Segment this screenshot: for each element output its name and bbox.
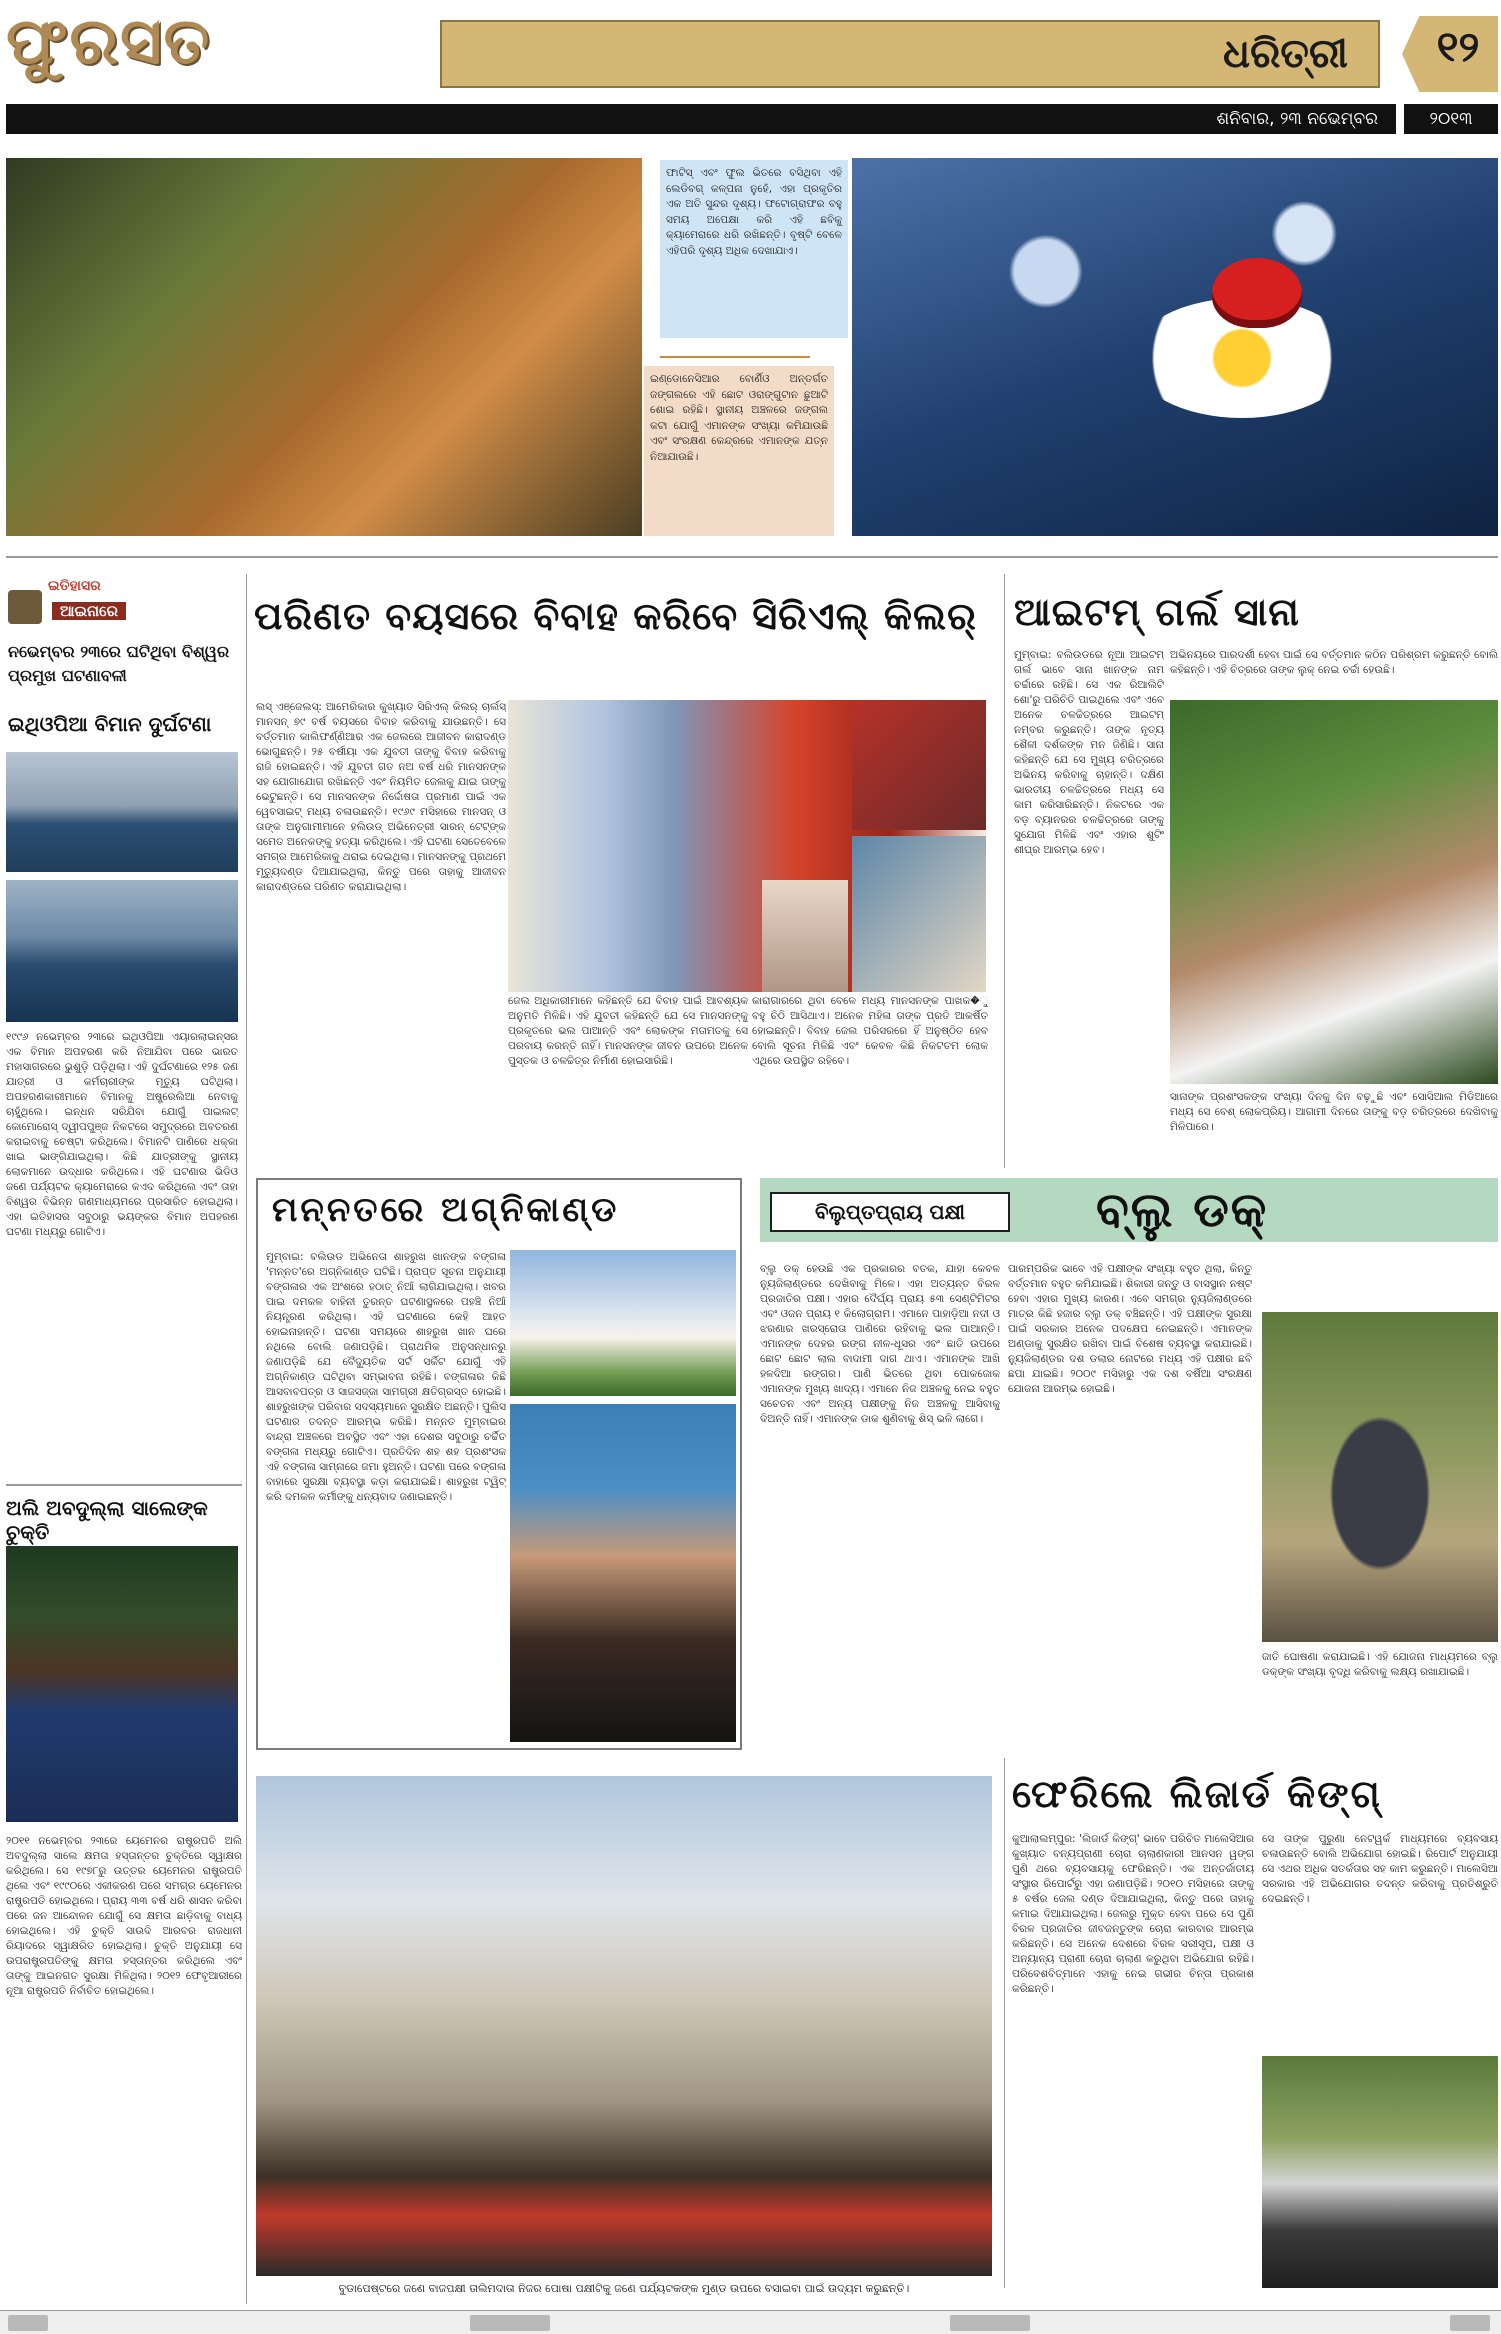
mannat-body: ମୁମ୍ବାଇ: ବଲିଉଡ ଅଭିନେତା ଶାହରୁଖ ଖାନଙ୍କ ବଙ୍ଗଳା 'ମନ୍ନତ'ରେ ଅଗ୍ନିକାଣ୍ଡ ଘଟିଛି। ପ୍ରାପ୍ତ ସୂଚନା ଅନୁଯାୟୀ ବଙ୍ଗଳାର ଏକ ଅଂଶରେ ହଠାତ୍ ନିଆଁ ଲାଗିଯାଇଥିଲା। ଖବର ପାଇ ଦମକଳ ବାହିନୀ ତୁରନ୍ତ ଘଟଣାସ୍ଥଳରେ ପହଞ୍ଚି ନିଆଁ ନିୟନ୍ତ୍ରଣ କରିଥିଲା। ଏହି ଘଟଣାରେ କେହି ଆହତ ହୋଇନାହାନ୍ତି। ଘଟଣା ସମୟରେ ଶାହରୁଖ ଖାନ ଘରେ ନଥିଲେ ବୋଲି ଜଣାପଡ଼ିଛି। ପ୍ରାଥମିକ ଅନୁସନ୍ଧାନରୁ ଜଣାପଡ଼ିଛି ଯେ ବୈଦ୍ୟୁତିକ ସର୍ଟ ସର୍କିଟ ଯୋଗୁଁ ଏହି ଅଗ୍ନିକାଣ୍ଡ ଘଟିଥିବା ସମ୍ଭାବନା ରହିଛି। ବଙ୍ଗଳାର କିଛି ଆସବାବପତ୍ର ଓ ସାଜସଜ୍ଜା ସାମଗ୍ରୀ କ୍ଷତିଗ୍ରସ୍ତ ହୋଇଛି। ଶାହରୁଖଙ୍କ ପରିବାର ସଦସ୍ୟମାନେ ସୁରକ୍ଷିତ ଅଛନ୍ତି। ପୁଲିସ ଘଟଣାର ତଦନ୍ତ ଆରମ୍ଭ କରିଛି। ମନ୍ନତ ମୁମ୍ବାଇର ବାନ୍ଦ୍ରା ଅଞ୍ଚଳରେ ଅବସ୍ଥିତ ଏବଂ ଏହା ଦେଶର ସବୁଠାରୁ ଚର୍ଚ୍ଚିତ ବଙ୍ଗଳା ମଧ୍ୟରୁ ଗୋଟିଏ। ପ୍ରତିଦିନ ଶହ ଶହ ପ୍ରଶଂସକ ଏହି ବଙ୍ଗଳା ସାମ୍ନାରେ ଜମା ହୁଅନ୍ତି। ଘଟଣା ପରେ ବଙ୍ଗଳା ବାହାରେ ସୁରକ୍ଷା ବ୍ୟବସ୍ଥା କଡ଼ା କରାଯାଇଛି। ଶାହରୁଖ ଟ୍ୱିଟ୍ କରି ଦମକଳ କର୍ମୀଙ୍କୁ ଧନ୍ୟବାଦ ଜଣାଇଛନ୍ତି। (266, 1251, 506, 1503)
issue-date: ଶନିବାର, ୨୩ ନଭେମ୍ବର (1216, 109, 1378, 129)
blue-duck-photo (1262, 1312, 1498, 1642)
center-right-rule (1004, 574, 1005, 1168)
history-logo (8, 578, 228, 630)
masthead-title: ଫୁରସତ (6, 4, 212, 79)
bottom-scrollbar[interactable] (0, 2310, 1501, 2334)
plane-photo-1 (6, 752, 238, 872)
ladybug-photo (852, 158, 1498, 536)
typewriter-icon (8, 590, 42, 624)
saleh-headline: ଅଲି ଅବଦୁଲ୍ଲା ସାଲେଙ୍କ ଚୁକ୍ତି (6, 1496, 208, 1544)
scroll-tab-left[interactable] (8, 2315, 48, 2331)
lizard-rule (1004, 1758, 1005, 2288)
history-title: ନଭେମ୍ବର ୨୩ରେ ଘଟିଥିବା ବିଶ୍ୱର ପ୍ରମୁଖ ଘଟଣାବଳୀ (8, 642, 230, 685)
history-logo-bottom: ଆଇନାରେ (52, 602, 126, 620)
main-story-col2: ଜେଲ ଅଧିକାରୀମାନେ କହିଛନ୍ତି ଯେ ବିବାହ ପାଇଁ ଆବଶ୍ୟକ ଅନୁମତି ମିଳିଛି। ଏହି ଯୁବତୀ କହିଛନ୍ତି ଯେ ସେ ମାନସନଙ୍କୁ ପ୍ରକୃତରେ ଭଲ ପାଆନ୍ତି ଏବଂ ଲୋକଙ୍କ ମତାମତକୁ ସେ ପରବାୟ କରନ୍ତି ନାହିଁ। ମାନସନଙ୍କ ଜୀବନ ଉପରେ ଅନେକ ପୁସ୍ତକ ଓ ଚଳଚ୍ଚିତ୍ର ନିର୍ମାଣ ହୋଇସାରିଛି। (508, 995, 748, 1067)
ladybug-caption: ଫାଟିସ୍ ଏବଂ ଫୁଲ ଭିତରେ ବସିଥିବା ଏହି ଲେଡିବଗ୍ କଳ୍ପନା ନୁହେଁ, ଏହା ପ୍ରକୃତିର ଏକ ଅତି ସୁନ୍ଦର ଦୃଶ୍ୟ। ଫଟୋଗ୍ରାଫର ବହୁ ସମୟ ଅପେକ୍ଷା କରି ଏହି ଛବିକୁ କ୍ୟାମେରାରେ ଧରି ରଖିଛନ୍ତି। ବୃଷ୍ଟି ବେଳେ ଏହିପରି ଦୃଶ୍ୟ ଅଧିକ ଦେଖାଯାଏ। (660, 160, 848, 338)
shahrukh-photo (510, 1404, 736, 1742)
sana-photo (1170, 700, 1498, 1084)
manson-photo-small-3 (762, 880, 848, 992)
scroll-tab-right[interactable] (1450, 2315, 1490, 2331)
lizard-story-col2: ସେ ତାଙ୍କ ପୁରୁଣା ନେଟୱର୍କ ମାଧ୍ୟମରେ ବ୍ୟବସାୟ ଚଳାଉଛନ୍ତି ବୋଲି ଅଭିଯୋଗ ହୋଇଛି। ରିପୋର୍ଟ ଅନୁଯାୟୀ ସେ ଏଥର ଅଧିକ ସତର୍କତାର ସହ କାମ କରୁଛନ୍ତି। ମାଲେସିଆ ସରକାର ଏହି ଅଭିଯୋଗର ତଦନ୍ତ କରିବାକୁ ପ୍ରତିଶ୍ରୁତି ଦେଇଛନ୍ତି। (1262, 1833, 1498, 1905)
manson-photo-small-2 (852, 836, 986, 992)
duck-story-col3: ଜାତି ଘୋଷଣା କରାଯାଇଛି। ଏହି ଯୋଜନା ମାଧ୍ୟମରେ ବ୍ଲୁ ଡକ୍‌ଙ୍କ ସଂଖ୍ୟା ବୃଦ୍ଧି କରିବାକୁ ଲକ୍ଷ୍ୟ ରଖାଯାଇଛି। (1262, 1651, 1498, 1678)
mannat-headline: ମନ୍ନତରେ ଅଗ୍ନିକାଣ୍ଡ (272, 1190, 620, 1230)
main-story-col3: କାରାଗାରରେ ଥିବା ବେଳେ ମଧ୍ୟ ମାନସନଙ୍କ ପାଖକ�ୁ ବହୁ ଚିଠି ଆସିଥାଏ। ଅନେକ ମହିଳା ତାଙ୍କ ପ୍ରତି ଆକର୍ଷିତ ହୋଇଛନ୍ତି। ବିବାହ ଜେଲ ପରିସରରେ ହିଁ ଅନୁଷ୍ଠିତ ହେବ ବୋଲି ସୂଚନା ମିଳିଛି ଏବଂ କେବଳ କିଛି ନିକଟତମ ଲୋକ ଏଥିରେ ଉପସ୍ଥିତ ରହିବେ। (752, 995, 988, 1067)
manson-photo-small-1 (852, 700, 986, 830)
item-girl-headline: ଆଇଟମ୍ ଗର୍ଲ ସାନା (1014, 590, 1300, 634)
lizard-story-col1: କୁଆଲାଲମ୍ପୁର: 'ଲିଜାର୍ଡ କିଙ୍ଗ୍' ଭାବେ ପରିଚିତ ମାଲେସିଆର କୁଖ୍ୟାତ ବନ୍ୟପ୍ରାଣୀ ଚୋରା ଚାଲାଣକାରୀ ଆନସନ ୱଙ୍ଗ ପୁଣି ଥରେ ବ୍ୟବସାୟକୁ ଫେରିଛନ୍ତି। ଏକ ଅନ୍ତର୍ଜାତୀୟ ସଂସ୍ଥାର ରିପୋର୍ଟରୁ ଏହା ଜଣାପଡ଼ିଛି। ୨୦୧୦ ମସିହାରେ ତାଙ୍କୁ ୫ ବର୍ଷର ଜେଲ ଦଣ୍ଡ ଦିଆଯାଇଥିଲା, କିନ୍ତୁ ପରେ ତାହାକୁ କମାଇ ଦିଆଯାଇଥିଲା। ଜେଲରୁ ମୁକ୍ତ ହେବା ପରେ ସେ ପୁଣି ବିରଳ ପ୍ରଜାତିର ଜୀବଜନ୍ତୁଙ୍କ ଚୋରା କାରବାର ଆରମ୍ଭ କରିଛନ୍ତି। ସେ ଅନେକ ଦେଶରେ ବିରଳ ସରୀସୃପ, ପକ୍ଷୀ ଓ ଅନ୍ୟାନ୍ୟ ପ୍ରାଣୀ ଚୋରା ଚାଲାଣ କରୁଥିବା ଅଭିଯୋଗ ରହିଛି। ପରିବେଶବିତ୍‌ମାନେ ଏହାକୁ ନେଇ ଗଭୀର ଚିନ୍ତା ପ୍ରକାଶ କରିଛନ୍ତି। (1012, 1833, 1254, 1995)
section-band (440, 20, 1380, 88)
ladybug-shape (1212, 258, 1302, 328)
scroll-tab-center-right[interactable] (950, 2315, 1030, 2331)
ethiopia-headline: ଇଥିଓପିଆ ବିମାନ ଦୁର୍ଘଟଣା (8, 712, 212, 736)
blue-duck-headline: ବ୍ଲୁ ଡକ୍ (1096, 1182, 1269, 1238)
lizard-king-headline: ଫେରିଲେ ଲିଜାର୍ଡ କିଙ୍ଗ୍ (1012, 1772, 1382, 1816)
section-divider (6, 556, 1498, 558)
duck-story-col2: ପାରମ୍ପରିକ ଭାବେ ଏହି ପକ୍ଷୀଙ୍କ ସଂଖ୍ୟା ବହୁତ ଥିଲା, କିନ୍ତୁ ବର୍ତ୍ତମାନ ବହୁତ କମିଯାଇଛି। ଶିକାରୀ ଜନ୍ତୁ ଓ ବାସସ୍ଥାନ ନଷ୍ଟ ହେବା ଏହାର ମୁଖ୍ୟ କାରଣ। ଏବେ ସମଗ୍ର ନ୍ୟୁଜିଲାଣ୍ଡରେ ମାତ୍ର କିଛି ହଜାର ବ୍ଲୁ ଡକ୍ ବଞ୍ଚିଛନ୍ତି। ଏହି ପକ୍ଷୀଙ୍କ ସୁରକ୍ଷା ପାଇଁ ସରକାର ଅନେକ ପଦକ୍ଷେପ ନେଇଛନ୍ତି। ଏମାନଙ୍କ ଅଣ୍ଡାକୁ ସୁରକ୍ଷିତ ରଖିବା ପାଇଁ ବିଶେଷ ବ୍ୟବସ୍ଥା କରାଯାଇଛି। ନ୍ୟୁଜିଲାଣ୍ଡର ଦଶ ଡଲାର ନୋଟରେ ମଧ୍ୟ ଏହି ପକ୍ଷୀର ଛବି ଛପା ଯାଇଛି। ୨୦୦୯ ମସିହାରୁ ଏକ ଦଶ ବର୍ଷିଆ ସଂରକ୍ଷଣ ଯୋଜନା ଆରମ୍ଭ ହୋଇଛି। (1008, 1263, 1252, 1395)
duck-story-col1: ବ୍ଲୁ ଡକ୍ ହେଉଛି ଏକ ପ୍ରକାରର ବତକ, ଯାହା କେବଳ ନ୍ୟୁଜିଲାଣ୍ଡରେ ଦେଖିବାକୁ ମିଳେ। ଏହା ଅତ୍ୟନ୍ତ ବିରଳ ପ୍ରଜାତିର ପକ୍ଷୀ। ଏହାର ଦୈର୍ଘ୍ୟ ପ୍ରାୟ ୫୩ ସେଣ୍ଟିମିଟର ଏବଂ ଓଜନ ପ୍ରାୟ ୧ କିଲୋଗ୍ରାମ। ଏମାନେ ପାହାଡ଼ିଆ ନଦୀ ଓ ଝରଣାର ଖରସ୍ରୋତା ପାଣିରେ ରହିବାକୁ ଭଲ ପାଆନ୍ତି। ଏମାନଙ୍କ ଦେହର ରଙ୍ଗ ନୀଳ-ଧୂସର ଏବଂ ଛାତି ଉପରେ ଛୋଟ ଛୋଟ ଲାଲ ବାଦାମୀ ଦାଗ ଥାଏ। ଏମାନଙ୍କ ଆଖି ହଳଦିଆ ରଙ୍ଗର। ପାଣି ଭିତରେ ଥିବା ପୋକଜୋକ ଏମାନଙ୍କ ମୁଖ୍ୟ ଖାଦ୍ୟ। ଏମାନେ ନିଜ ଅଞ୍ଚଳକୁ ନେଇ ବହୁତ ସଚେତନ ଏବଂ ଅନ୍ୟ ପକ୍ଷୀଙ୍କୁ ନିଜ ଅଞ୍ଚଳକୁ ଆସିବାକୁ ଦିଅନ୍ତି ନାହିଁ। ଏମାନଙ୍କ ଡାକ ଶୁଣିବାକୁ ଶିସ୍ ଭଳି ଲାଗେ। (760, 1263, 1000, 1425)
scroll-tab-center-left[interactable] (470, 2315, 550, 2331)
issue-year: ୨୦୧୩ (1404, 104, 1498, 134)
endangered-bird-label: ବିଲୁପ୍ତପ୍ରାୟ ପକ୍ଷୀ (770, 1192, 1010, 1232)
section-name: ଧରିତ୍ରୀ (1223, 30, 1348, 77)
plane-photo-2 (6, 880, 238, 1022)
eagle-photo (256, 1776, 992, 2276)
left-column-rule (246, 574, 247, 2304)
saleh-photo (6, 1546, 238, 1822)
main-headline: ପରିଣତ ବୟସରେ ବିବାହ କରିବେ ସିରିଏଲ୍ କିଲର୍ (254, 594, 977, 638)
saleh-body: ୨୦୧୧ ନଭେମ୍ବର ୨୩ରେ ୟେମେନର ରାଷ୍ଟ୍ରପତି ଅଲି ଅବଦୁଲ୍ଲା ସାଲେ କ୍ଷମତା ହସ୍ତାନ୍ତର ଚୁକ୍ତିରେ ସ୍ୱାକ୍ଷର କରିଥିଲେ। ସେ ୧୯୭୮ରୁ ଉତ୍ତର ୟେମେନର ରାଷ୍ଟ୍ରପତି ଥିଲେ ଏବଂ ୧୯୯୦ରେ ଏକୀକରଣ ପରେ ସମଗ୍ର ୟେମେନର ରାଷ୍ଟ୍ରପତି ହୋଇଥିଲେ। ପ୍ରାୟ ୩୩ ବର୍ଷ ଧରି ଶାସନ କରିବା ପରେ ଜନ ଆନ୍ଦୋଳନ ଯୋଗୁଁ ସେ କ୍ଷମତା ଛାଡ଼ିବାକୁ ବାଧ୍ୟ ହୋଇଥିଲେ। ଏହି ଚୁକ୍ତି ସାଉଦି ଆରବର ରାଜଧାନୀ ରିୟାଦରେ ସ୍ୱାକ୍ଷରିତ ହୋଇଥିଲା। ଚୁକ୍ତି ଅନୁଯାୟୀ ସେ ଉପରାଷ୍ଟ୍ରପତିଙ୍କୁ କ୍ଷମତା ହସ୍ତାନ୍ତର କରିଥିଲେ ଏବଂ ତାଙ୍କୁ ଆଇନଗତ ସୁରକ୍ଷା ମିଳିଥିଲା। ୨୦୧୨ ଫେବୃଆରୀରେ ନୂଆ ରାଷ୍ଟ୍ରପତି ନିର୍ବାଚିତ ହୋଇଥିଲେ। (6, 1835, 242, 1997)
orangutan-photo (6, 158, 642, 536)
page-number: ୧୨ (1436, 22, 1480, 71)
main-story-col1: ଲସ୍ ଏଞ୍ଜେଲସ୍: ଆମେରିକାର କୁଖ୍ୟାତ ସିରିଏଲ୍ କିଲର୍ ଚାର୍ଲସ୍ ମାନସନ୍ ୭୯ ବର୍ଷ ବୟସରେ ବିବାହ କରିବାକୁ ଯାଉଛନ୍ତି। ସେ ବର୍ତ୍ତମାନ କାଲିଫର୍ଣ୍ଣିଆର ଏକ ଜେଲରେ ଆଜୀବନ କାରାଦଣ୍ଡ ଭୋଗୁଛନ୍ତି। ୨୫ ବର୍ଷୀୟା ଏକ ଯୁବତୀ ତାଙ୍କୁ ବିବାହ କରିବାକୁ ରାଜି ହୋଇଛନ୍ତି। ଏହି ଯୁବତୀ ଗତ ନଅ ବର୍ଷ ଧରି ମାନସନଙ୍କ ସହ ଯୋଗାଯୋଗ ରଖିଛନ୍ତି ଏବଂ ନିୟମିତ ଜେଲକୁ ଯାଇ ତାଙ୍କୁ ଭେଟୁଛନ୍ତି। ସେ ମାନସନଙ୍କ ନିର୍ଦ୍ଦୋଷତା ପ୍ରମାଣ ପାଇଁ ଏକ ୱେବସାଇଟ୍ ମଧ୍ୟ ଚଳାଉଛନ୍ତି। ୧୯୬୯ ମସିହାରେ ମାନସନ୍ ଓ ତାଙ୍କ ଅନୁଗାମୀମାନେ ହଲିଉଡ୍ ଅଭିନେତ୍ରୀ ସାରନ୍ ଟେଟ୍‌ଙ୍କ ସମେତ ଅନେକଙ୍କୁ ହତ୍ୟା କରିଥିଲେ। ଏହି ଘଟଣା ସେତେବେଳେ ସମଗ୍ର ଆମେରିକାକୁ ଥରାଇ ଦେଇଥିଲା। ମାନସନଙ୍କୁ ପ୍ରଥମେ ମୃତ୍ୟୁଦଣ୍ଡ ଦିଆଯାଇଥିଲା, କିନ୍ତୁ ପରେ ତାହାକୁ ଆଜୀବନ କାରାଦଣ୍ଡରେ ପରିଣତ କରାଯାଇଥିଲା। (256, 701, 506, 893)
item-story-col2-top: ଅଭିନୟରେ ପାରଦର୍ଶୀ ହେବା ପାଇଁ ସେ ବର୍ତ୍ତମାନ କଠିନ ପରିଶ୍ରମ କରୁଛନ୍ତି ବୋଲି କହିଛନ୍ତି। ଏହି ଚିତ୍ରରେ ତାଙ୍କ ଲୁକ୍ ନେଇ ଚର୍ଚ୍ଚା ହେଉଛି। (1170, 649, 1498, 676)
orangutan-caption: ଇଣ୍ଡୋନେସିଆର ବୋର୍ଣିଓ ଅନ୍ତର୍ଗତ ଜଙ୍ଗଲରେ ଏହି ଛୋଟ ଓରାଙ୍ଗୁଟାନ ଛୁଆଟି ଶୋଇ ରହିଛି। ସ୍ଥାନୀୟ ଅଞ୍ଚଳରେ ଜଙ୍ଗଲ କଟା ଯୋଗୁଁ ଏମାନଙ୍କ ସଂଖ୍ୟା କମିଯାଉଛି ଏବଂ ସଂରକ୍ଷଣ କେନ୍ଦ୍ରରେ ଏମାନଙ୍କ ଯତ୍ନ ନିଆଯାଉଛି। (644, 366, 834, 536)
ethiopia-body: ୧୯୯୬ ନଭେମ୍ବର ୨୩ରେ ଇଥିଓପିଆ ଏୟାରଲାଇନ୍ସର ଏକ ବିମାନ ଅପହରଣ କରି ନିଆଯିବା ପରେ ଭାରତ ମହାସାଗରରେ ଭୁଶୁଡ଼ି ପଡ଼ିଥିଲା। ଏହି ଦୁର୍ଘଟଣାରେ ୧୨୫ ଜଣ ଯାତ୍ରୀ ଓ କର୍ମଚାରୀଙ୍କ ମୃତ୍ୟୁ ଘଟିଥିଲା। ଅପହରଣକାରୀମାନେ ବିମାନକୁ ଅଷ୍ଟ୍ରେଲିଆ ନେବାକୁ ଚାହୁଁଥିଲେ। ଇନ୍ଧନ ସରିଯିବା ଯୋଗୁଁ ପାଇଲଟ୍ କୋମୋରୋସ୍ ଦ୍ୱୀପପୁଞ୍ଜ ନିକଟରେ ସମୁଦ୍ରରେ ଅବତରଣ କରାଇବାକୁ ଚେଷ୍ଟା କରିଥିଲେ। ବିମାନଟି ପାଣିରେ ଧକ୍କା ଖାଇ ଭାଙ୍ଗିଯାଇଥିଲା। କିଛି ଯାତ୍ରୀଙ୍କୁ ସ୍ଥାନୀୟ ଲୋକମାନେ ଉଦ୍ଧାର କରିଥିଲେ। ଏହି ଘଟଣାର ଭିଡିଓ ଜଣେ ପର୍ଯ୍ୟଟକ କ୍ୟାମେରାରେ କଏଦ କରିଥିଲେ ଏବଂ ତାହା ବିଶ୍ୱର ବିଭିନ୍ନ ଗଣମାଧ୍ୟମରେ ପ୍ରସାରିତ ହୋଇଥିଲା। ଏହା ଇତିହାସର ସବୁଠାରୁ ଭୟଙ୍କର ବିମାନ ଅପହରଣ ଘଟଣା ମଧ୍ୟରୁ ଗୋଟିଏ। (6, 1031, 238, 1238)
mannat-house-photo (510, 1250, 736, 1396)
history-logo-top: ଇତିହାସର (48, 578, 101, 594)
eagle-caption: ବୁଡାପେଷ୍ଟରେ ଜଣେ ବାଜପକ୍ଷୀ ତାଲିମଦାତା ନିଜର ପୋଷା ପକ୍ଷୀଟିକୁ ଜଣେ ପର୍ଯ୍ୟଟକଙ୍କ ମୁଣ୍ଡ ଉପରେ ବସାଇବା ପାଇଁ ଉଦ୍ୟମ କରୁଛନ୍ତି। (338, 2282, 910, 2295)
left-divider (6, 1484, 242, 1486)
caption-divider (660, 356, 810, 358)
item-story-col2-bottom: ସାନାଙ୍କ ପ୍ରଶଂସକଙ୍କ ସଂଖ୍ୟା ଦିନକୁ ଦିନ ବଢ଼ୁଛି ଏବଂ ସୋସିଆଲ ମିଡିଆରେ ମଧ୍ୟ ସେ ବେଶ୍ ଲୋକପ୍ରିୟ। ଆଗାମୀ ଦିନରେ ତାଙ୍କୁ ବଡ଼ ଚରିତ୍ରରେ ଦେଖିବାକୁ ମିଳିପାରେ। (1170, 1091, 1498, 1133)
item-story-col1: ମୁମ୍ବାଇ: ବଲିଉଡରେ ନୂଆ ଆଇଟମ୍ ଗର୍ଲ ଭାବେ ସାନା ଖାନଙ୍କ ନାମ ଚର୍ଚ୍ଚାରେ ରହିଛି। ସେ ଏକ ରିଆଲିଟି ଶୋ'ରୁ ପରିଚିତି ପାଇଥିଲେ ଏବଂ ଏବେ ଅନେକ ଚଳଚ୍ଚିତ୍ରରେ ଆଇଟମ୍ ନମ୍ବର କରୁଛନ୍ତି। ତାଙ୍କ ନୃତ୍ୟ ଶୈଳୀ ଦର୍ଶକଙ୍କ ମନ ଜିଣିଛି। ସାନା କହିଛନ୍ତି ଯେ ସେ ମୁଖ୍ୟ ଚରିତ୍ରରେ ଅଭିନୟ କରିବାକୁ ଚାହାନ୍ତି। ଦକ୍ଷିଣ ଭାରତୀୟ ଚଳଚ୍ଚିତ୍ରରେ ମଧ୍ୟ ସେ କାମ କରିସାରିଛନ୍ତି। ନିକଟରେ ଏକ ବଡ଼ ବ୍ୟାନରର ଚଳଚ୍ଚିତ୍ରରେ ତାଙ୍କୁ ସୁଯୋଗ ମିଳିଛି ଏବଂ ଏହାର ଶୁଟିଂ ଶୀଘ୍ର ଆରମ୍ଭ ହେବ। (1014, 649, 1164, 856)
lizard-king-photo (1262, 2056, 1498, 2288)
date-bar (6, 104, 1396, 134)
